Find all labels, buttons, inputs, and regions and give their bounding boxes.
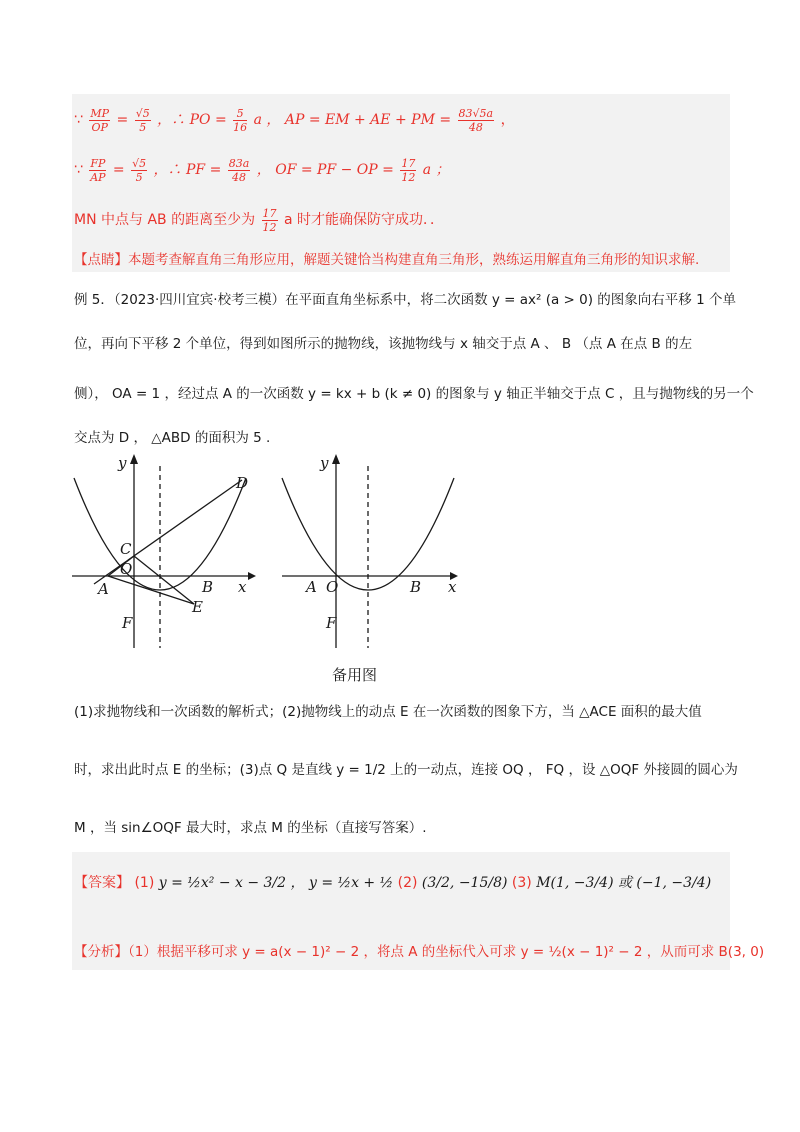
left-y-arrow [130, 454, 138, 464]
label-d: D [236, 474, 249, 492]
answer-label: 【答案】 [74, 875, 130, 891]
svg-text:x: x [448, 578, 457, 596]
question-line-1: (1)求抛物线和一次函数的解析式；(2)抛物线上的动点 E 在一次函数的图象下方，当 △ACE 面积的最大值 [74, 704, 702, 720]
fraction-83sqrt5a-48: $\frac{83√5a}{48}$ [458, 106, 494, 134]
left-label-x: x [238, 578, 247, 596]
label-c: C [120, 540, 132, 558]
left-label-y: y [118, 454, 127, 472]
answer-point-m: M(1, −3/4) 或 (−1, −3/4) [536, 875, 712, 891]
answer-point-e: (3/2, −15/8) [421, 875, 508, 891]
svg-text:O: O [326, 578, 339, 596]
left-x-arrow [248, 572, 256, 580]
question-line-3: M ，当 sin∠OQF 最大时，求点 M 的坐标（直接写答案）. [74, 820, 427, 836]
analysis-text: （1）根据平移可求 y = a(x − 1)² − 2 ，将点 A 的坐标代入可求 y = ½(x − 1)² − 2 ，从而可求 B(3, 0) [128, 944, 765, 960]
svg-text:B: B [410, 578, 422, 596]
fraction-fp-ap: $\frac{FP}{AP}$ [90, 156, 106, 184]
fraction-5-16: $\frac{5}{16}$ [233, 106, 248, 134]
right-figure [282, 454, 458, 648]
answer-line: 【答案】 (1) y = ½x² − x − 3/2 ， y = ½x + ½ (2) (3/2, −15/8) (3) M(1, −3/4) 或 (−1, −3/4) [74, 875, 712, 891]
answer-equations: y = ½x² − x − 3/2 ， y = ½x + ½ [158, 875, 394, 891]
left-figure [72, 454, 256, 648]
label-e: E [192, 598, 203, 616]
example-line-1: 例 5．（2023·四川宜宾·校考三模）在平面直角坐标系中，将二次函数 y = ax² (a > 0) 的图象向右平移 1 个单 [74, 292, 736, 308]
example-line-3: 侧）， OA = 1 ，经过点 A 的一次函数 y = kx + b (k ≠ 0) 的图象与 y 轴正半轴交于点 C ，且与抛物线的另一个 [74, 386, 754, 402]
fraction-sqrt5-5: $\frac{√5}{5}$ [135, 106, 150, 134]
parabola-figures [70, 452, 470, 652]
segment-ae [108, 576, 194, 604]
example-line-4: 交点为 D ， △ABD 的面积为 5 . [74, 430, 271, 446]
solution-line-1: ∵ $\frac{MP}{OP}$ = $\frac{√5}{5}$ ，∴ PO = $\frac{5}{16}$ a ， AP = EM + AE + PM = $\frac{83√5a}{48}$ ， [74, 106, 515, 134]
solution-line-3: MN 中点与 AB 的距离至少为 $\frac{17}{12}$ a 时才能确保防守成功．． [74, 206, 445, 234]
left-label-o: O [120, 560, 133, 578]
fraction-mp-op: $\frac{MP}{OP}$ [90, 106, 110, 134]
svg-text:y: y [320, 454, 329, 472]
because-symbol: ∵ [74, 112, 83, 128]
analysis-line [74, 942, 764, 962]
tip-note: 【点睛】本题考查解直角三角形应用，解题关键恰当构建直角三角形，熟练运用解直角三角形的知识求解. [74, 252, 700, 268]
left-labels [96, 454, 248, 632]
svg-text:F: F [326, 614, 337, 632]
line-ad [94, 480, 242, 584]
svg-text:A: A [306, 578, 317, 596]
example-line-2: 位，再向下平移 2 个单位，得到如图所示的抛物线，该抛物线与 x 轴交于点 A 、 B （点 A 在点 B 的左 [74, 336, 693, 352]
left-label-b: B [202, 578, 214, 596]
right-labels [304, 454, 457, 632]
left-label-f: F [122, 614, 133, 632]
question-line-2: 时，求出此时点 E 的坐标；(3)点 Q 是直线 y = 1/2 上的一动点，连接 OQ ， FQ ，设 △OQF 外接圆的圆心为 [74, 762, 738, 778]
left-label-a: A [98, 580, 109, 598]
figure-caption: 备用图 [332, 666, 378, 684]
solution-line-2: ∵ $\frac{FP}{AP}$ = $\frac{√5}{5}$ ，∴ PF = $\frac{83a}{48}$ ， OF = PF − OP = $\frac{17}{12}$ a ； [74, 156, 450, 184]
analysis-label: 【分析】 [74, 944, 128, 960]
